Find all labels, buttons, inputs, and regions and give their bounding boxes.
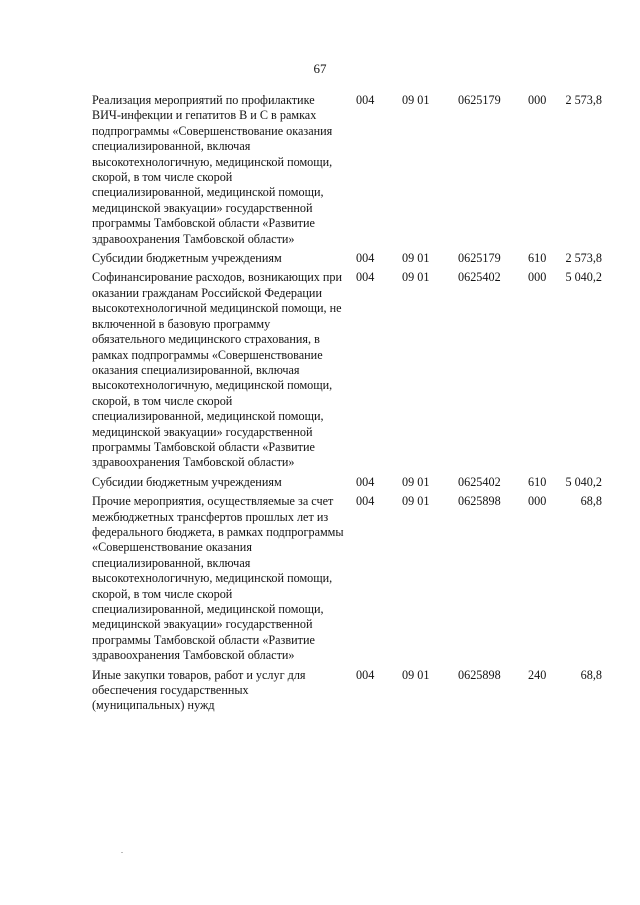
table-row (92, 494, 602, 663)
row-section-code: 09 01 (402, 93, 430, 107)
row-ministry-code: 004 (356, 270, 375, 285)
page-number: 67 (313, 61, 327, 76)
row-expense-type: 240 (528, 667, 547, 682)
row-amount: 2 573,8 (565, 251, 602, 266)
row-expense-type: 000 (528, 494, 547, 509)
row-target-code: 0625402 (458, 474, 501, 489)
row-ministry-code: 004 (356, 251, 375, 266)
row-amount: 68,8 (580, 667, 602, 682)
row-section-code: 09 01 (402, 494, 430, 509)
table-row (92, 251, 602, 266)
row-target-code: 0625402 (458, 270, 501, 285)
row-ministry-code: 004 (356, 494, 375, 509)
row-expense-type: 000 (528, 93, 547, 107)
table-row (92, 93, 602, 247)
row-amount: 5 040,2 (565, 270, 602, 285)
row-section-code: 09 01 (402, 251, 430, 266)
row-target-code: 0625898 (458, 494, 501, 509)
row-target-code: 0625179 (458, 93, 501, 107)
table-row (92, 270, 602, 470)
row-amount: 2 573,8 (565, 93, 602, 107)
row-description: Софинансирование расходов, возникающих при оказании гражданам Российской Федерации высокотехнологичной медицинской помощи, не включенной в базовую программу обязательного медицинского страхования, в рамках подпрограммы «Совершенствование оказания специализированной, включая высокотехнологичную, медицинской помощи, скорой, в том числе скорой специализированной, медицинской помощи, медицинской эвакуации» государственной программы Тамбовской области «Развитие здравоохранения Тамбовской области» (92, 270, 343, 470)
table-row (92, 668, 602, 714)
row-section-code: 09 01 (402, 270, 430, 285)
scan-mark (121, 852, 123, 853)
table-row (92, 475, 602, 490)
row-ministry-code: 004 (356, 474, 375, 489)
row-expense-type: 610 (528, 251, 547, 266)
row-target-code: 0625898 (458, 667, 501, 682)
row-ministry-code: 004 (356, 93, 375, 107)
row-expense-type: 000 (528, 270, 547, 285)
row-description: Субсидии бюджетным учреждениям (92, 251, 282, 266)
budget-table (92, 93, 602, 718)
row-ministry-code: 004 (356, 667, 375, 682)
row-target-code: 0625179 (458, 251, 501, 266)
row-description: Реализация мероприятий по профилактике ВИЧ-инфекции и гепатитов В и С в рамках подпрограммы «Совершенствование оказания специализированной, включая высокотехнологичную, медицинской помощи, скорой, в том числе скорой специализированной, медицинской помощи, медицинской эвакуации» государственной программы Тамбовской области «Развитие здравоохранения Тамбовской области» (92, 93, 333, 246)
row-amount: 5 040,2 (565, 474, 602, 489)
row-description: Субсидии бюджетным учреждениям (92, 474, 282, 489)
row-expense-type: 610 (528, 474, 547, 489)
row-amount: 68,8 (580, 494, 602, 509)
row-description: Иные закупки товаров, работ и услуг для обеспечения государственных (муниципальных) нужд (92, 667, 306, 713)
row-section-code: 09 01 (402, 667, 430, 682)
row-description: Прочие мероприятия, осуществляемые за счет межбюджетных трансфертов прошлых лет из федерального бюджета, в рамках подпрограммы «Совершенствование оказания специализированной, включая высокотехнологичную, медицинской помощи, скорой, в том числе скорой специализированной, медицинской помощи, медицинской эвакуации» государственной программы Тамбовской области «Развитие здравоохранения Тамбовской области» (92, 494, 344, 663)
row-section-code: 09 01 (402, 474, 430, 489)
